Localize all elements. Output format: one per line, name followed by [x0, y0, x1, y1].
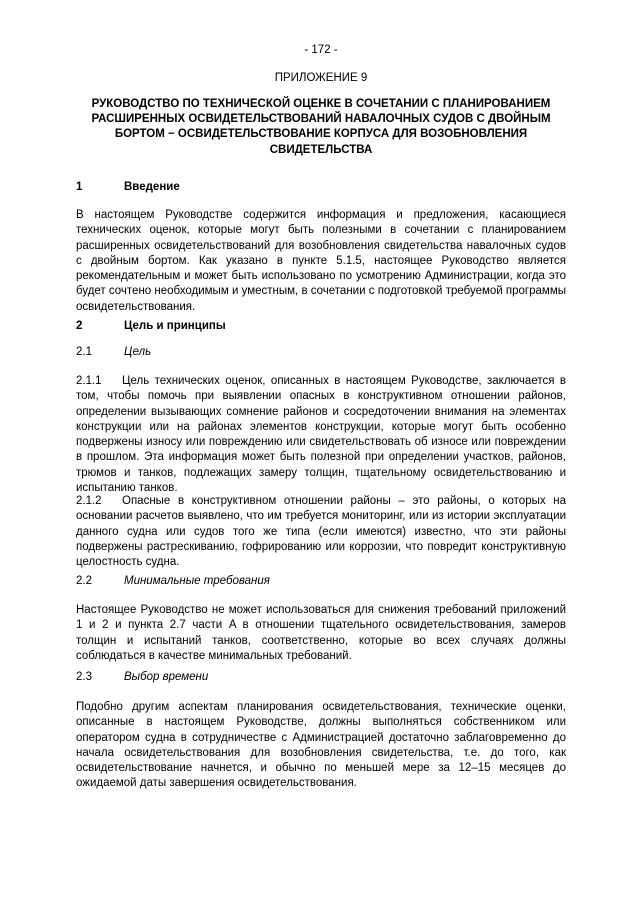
subsection-number: 2.1	[76, 346, 92, 358]
paragraph-2-2: Настоящее Руководство не может использоваться для снижения требований приложений 1 и 2 и пункта 2.7 части A в отношении тщательного освидетельствования, замеров толщин и испытаний танков, соответственно, которые во всех случаях должны соблюдаться в качестве минимальных требований.	[76, 604, 566, 662]
paragraph-number: 2.1.2	[76, 495, 102, 507]
paragraph-introduction: В настоящем Руководстве содержится информация и предложения, касающиеся технических оценок, которые могут быть полезными в сочетании с планированием расширенных освидетельствований для возобновления свидетельства навалочных судов с двойным бортом. Как указано в пункте 5.1.5, настоящее Руководство является рекомендательным и может быть использовано по усмотрению Администрации, когда это будет сочтено необходимым и уместным, в сочетании с подготовкой требуемой программы освидетельствования.	[76, 209, 566, 313]
appendix-label: ПРИЛОЖЕНИЕ 9	[274, 72, 368, 84]
document-title: РУКОВОДСТВО ПО ТЕХНИЧЕСКОЙ ОЦЕНКЕ В СОЧЕТАНИИ С ПЛАНИРОВАНИЕМ РАСШИРЕННЫХ ОСВИДЕТЕЛЬСТВОВАНИЙ НАВАЛОЧНЫХ СУДОВ С ДВОЙНЫМ БОРТОМ − ОСВИДЕТЕЛЬСТВОВАНИЕ КОРПУСА ДЛЯ ВОЗОБНОВЛЕНИЯ СВИДЕТЕЛЬСТВА	[91, 98, 551, 156]
section-number: 2	[76, 320, 83, 332]
paragraph-2-1-2	[76, 494, 566, 570]
subsection-title: Выбор времени	[124, 671, 209, 683]
section-number: 1	[76, 181, 83, 193]
subsection-number: 2.3	[76, 671, 92, 683]
subsection-number: 2.2	[76, 575, 92, 587]
paragraph-text: Цель технических оценок, описанных в настоящем Руководстве, заключается в том, чтобы помочь при выявлении опасных в конструктивном отношении районов, определении вызывающих сомнение районов и сосредоточении внимания на элементах конструкции или на районах элементов конструкции, которые могут быть особенно подвержены износу или повреждению или свидетельствовать об износе или повреждении в прошлом. Эта информация может быть полезной при определении участков, районов, трюмов и танков, подлежащих замеру толщин, тщательному освидетельствованию и испытанию танков.	[76, 375, 566, 495]
subsection-title: Минимальные требования	[124, 575, 270, 587]
page-number: - 172 -	[304, 44, 338, 56]
subsection-title: Цель	[124, 346, 152, 358]
paragraph-number: 2.1.1	[76, 375, 102, 387]
section-title: Введение	[124, 181, 180, 193]
paragraph-text: Опасные в конструктивном отношении районы – это районы, о которых на основании расчетов выявлено, что им требуется мониторинг, или из истории эксплуатации данного судна или судов того же типа (если имеются) известно, что эти районы подвержены растрескиванию, гофрированию или коррозии, что повредит конструктивную целостность судна.	[76, 495, 566, 569]
section-title: Цель и принципы	[124, 320, 226, 332]
paragraph-2-1-1	[76, 374, 566, 496]
paragraph-2-3: Подобно другим аспектам планирования освидетельствования, технические оценки, описанные в настоящем Руководстве, должны выполняться собственником или оператором судна в сотрудничестве с Администрацией достаточно заблаговременно до начала освидетельствования для возобновления свидетельства, т.е. до того, как освидетельствование начнется, и обычно по меньшей мере за 12–15 месяцев до ожидаемой даты завершения освидетельствования.	[76, 701, 566, 790]
